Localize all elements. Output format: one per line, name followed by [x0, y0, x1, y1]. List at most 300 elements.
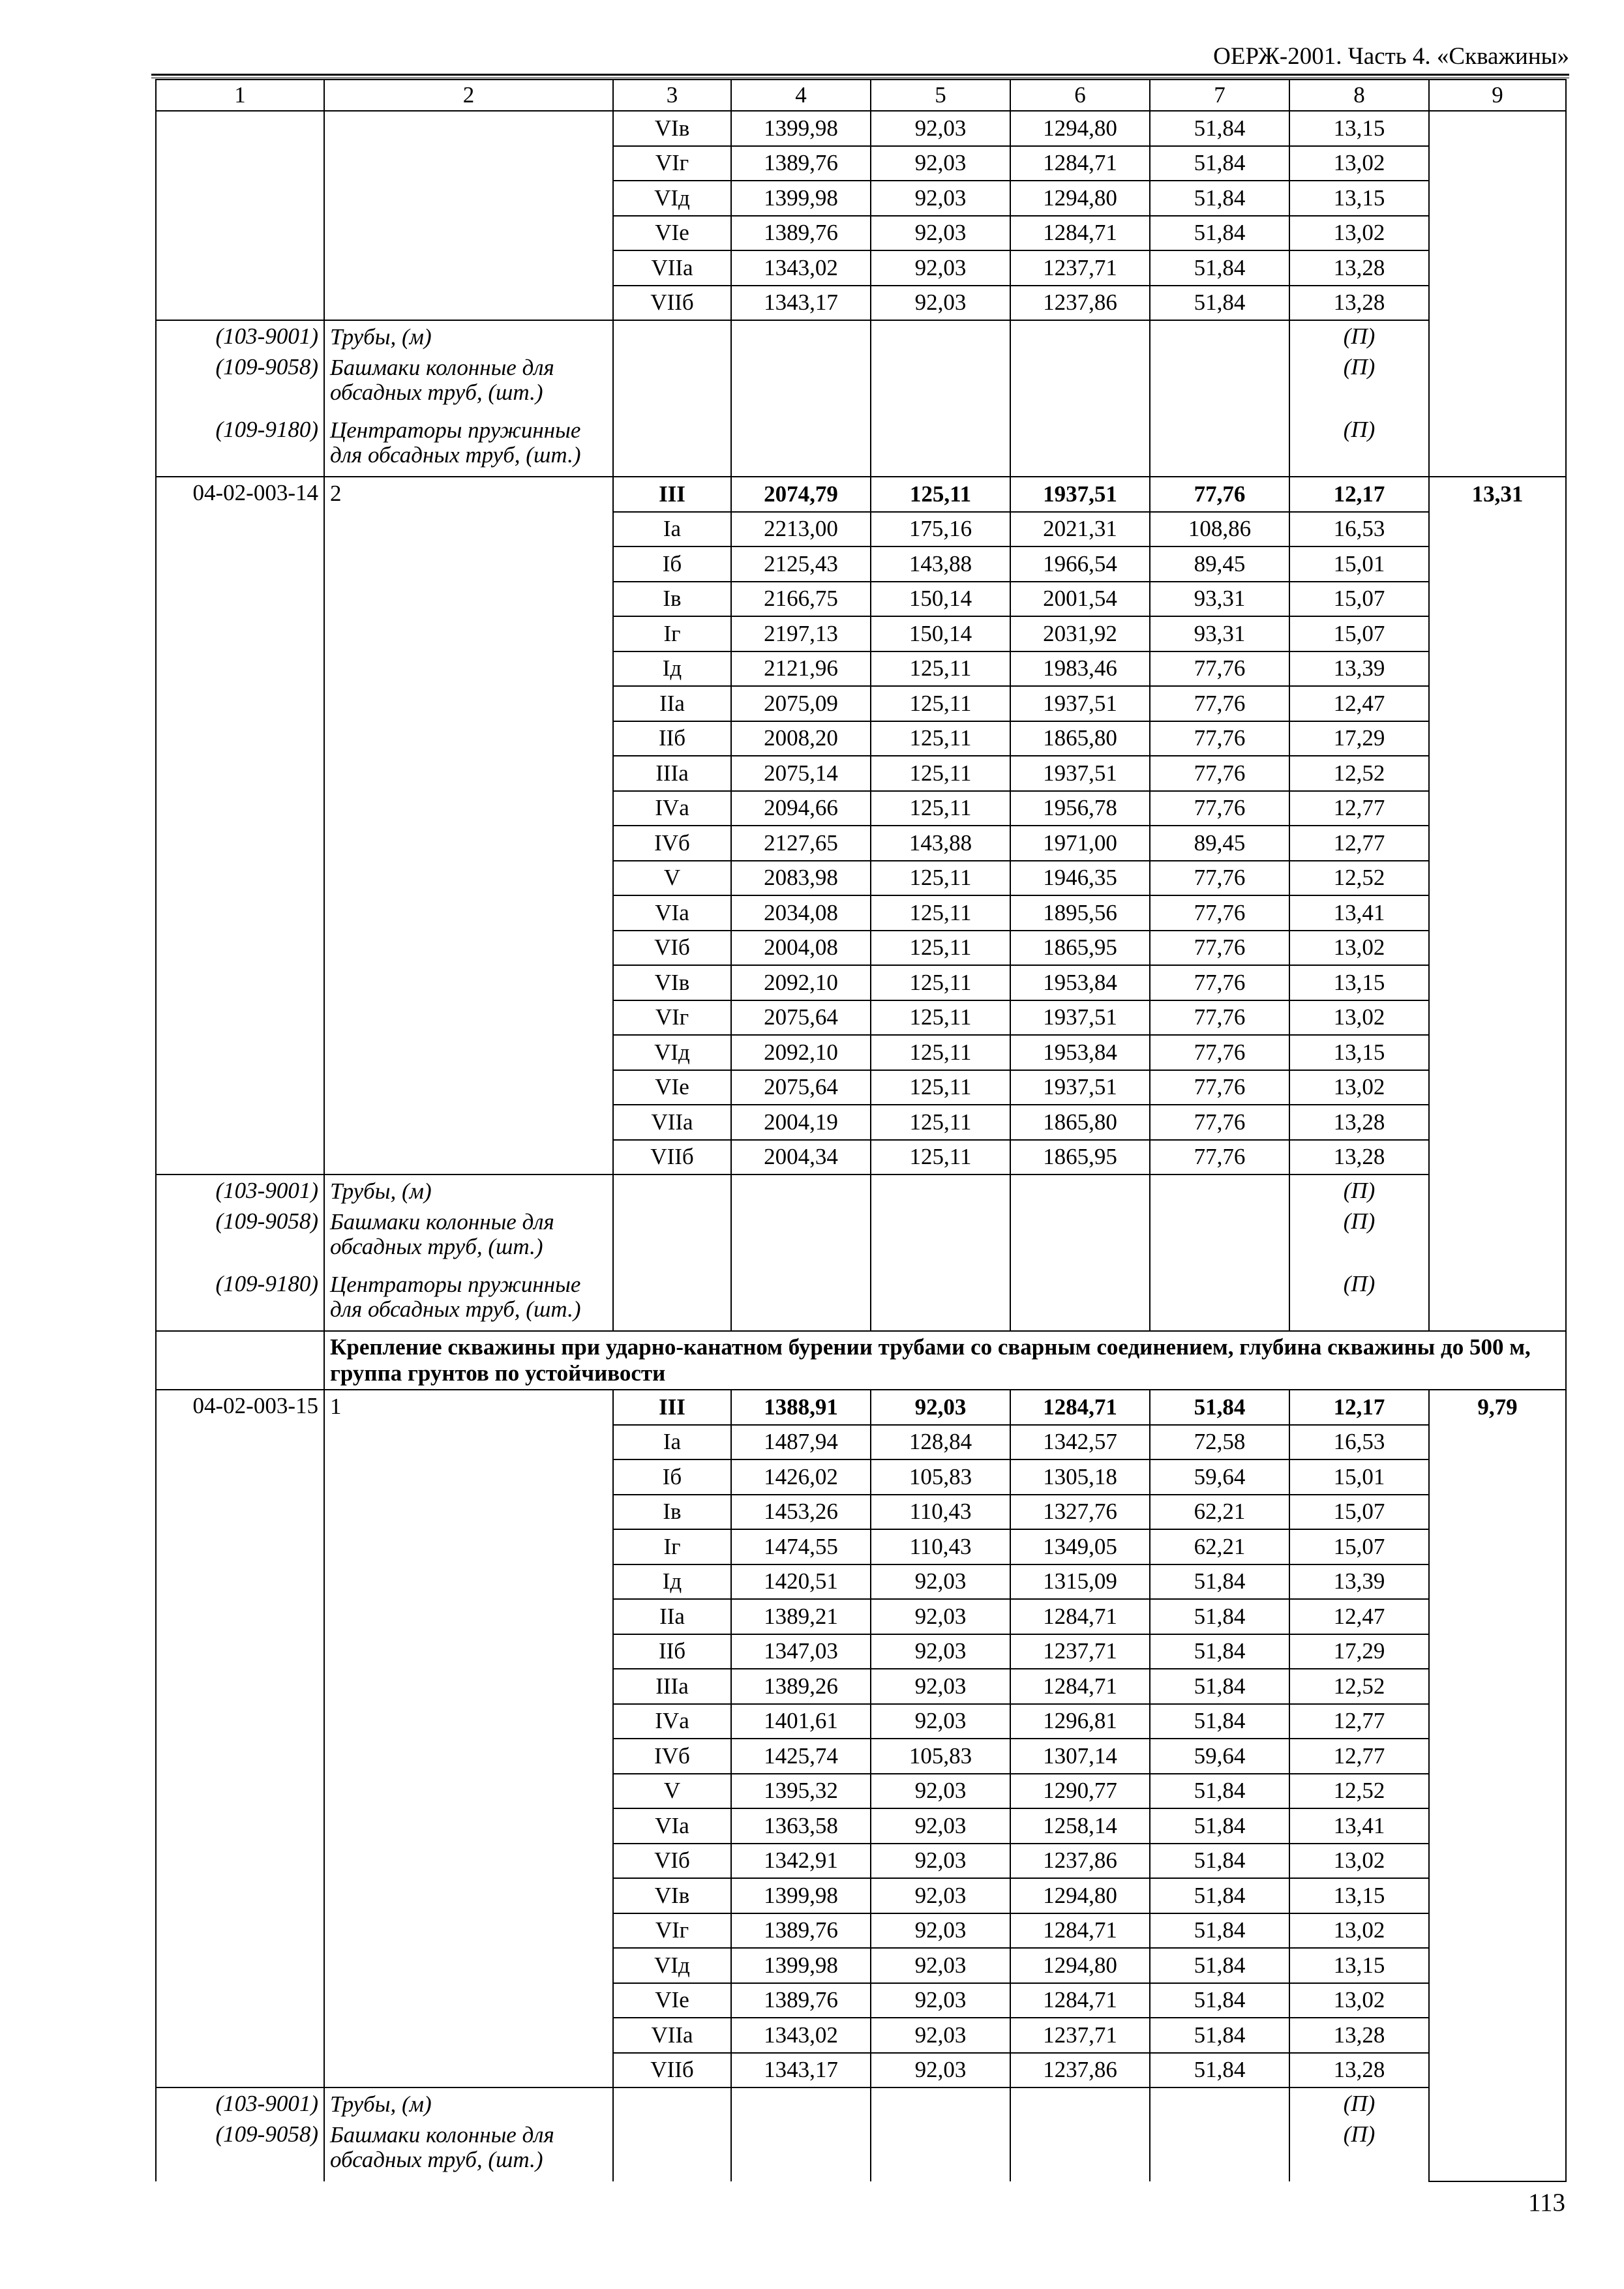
rate-cell: 13,15: [1289, 1878, 1429, 1913]
rate-cell: 13,39: [1289, 651, 1429, 687]
rate-cell: 105,83: [871, 1459, 1010, 1495]
rate-cell: 12,52: [1289, 1774, 1429, 1809]
empty-cell: [1010, 1174, 1150, 1206]
rate-cell: 13,02: [1289, 146, 1429, 181]
section-title-row: [156, 1331, 1566, 1390]
rate-cell: 51,84: [1150, 1704, 1289, 1739]
rate-cell: VIг: [613, 1913, 731, 1949]
rate-cell: 12,47: [1289, 1599, 1429, 1634]
rate-cell: 1296,81: [1010, 1704, 1150, 1739]
rate-cell: 150,14: [871, 582, 1010, 617]
rate-cell: 1389,76: [731, 146, 871, 181]
rate-cell: IVб: [613, 1739, 731, 1774]
rate-cell: 1389,76: [731, 1913, 871, 1949]
soil-group: 2: [324, 477, 613, 1174]
rate-cell: 13,15: [1289, 111, 1429, 146]
empty-cell: [1150, 1268, 1289, 1331]
rate-cell: 1865,80: [1010, 1105, 1150, 1140]
resource-code: (109-9180): [156, 414, 324, 477]
resource-name: Трубы, (м): [324, 320, 613, 352]
rate-cell: 1937,51: [1010, 756, 1150, 791]
rate-cell: 77,76: [1150, 1070, 1289, 1105]
rate-cell: 13,15: [1289, 1035, 1429, 1070]
column-number: 6: [1010, 80, 1150, 111]
empty-cell: [731, 414, 871, 477]
rate-cell: 51,84: [1150, 1878, 1289, 1913]
rate-cell: 13,41: [1289, 895, 1429, 931]
rate-cell: VIд: [613, 181, 731, 216]
rate-cell: 1305,18: [1010, 1459, 1150, 1495]
rate-row: [156, 111, 1566, 146]
rate-cell: 13,15: [1289, 1948, 1429, 1983]
rate-code: 04-02-003-15: [156, 1390, 324, 2087]
header-rule: [151, 74, 1569, 78]
rate-cell: VIв: [613, 111, 731, 146]
resource-mark: (П): [1289, 2087, 1429, 2119]
column-number: 2: [324, 80, 613, 111]
rate-cell: 1389,21: [731, 1599, 871, 1634]
rate-cell: 1307,14: [1010, 1739, 1150, 1774]
column-number: 3: [613, 80, 731, 111]
empty-cell: [1010, 414, 1150, 477]
rate-cell: 110,43: [871, 1495, 1010, 1530]
resource-row: [156, 320, 1566, 352]
rate-cell: VIа: [613, 895, 731, 931]
empty-cell: [613, 2087, 731, 2119]
resource-name: Башмаки колонные для обсадных труб, (шт.): [324, 1206, 613, 1268]
rate-cell: 51,84: [1150, 1948, 1289, 1983]
resource-row: [156, 1174, 1566, 1206]
rate-cell: 51,84: [1150, 1634, 1289, 1669]
rate-cell: III: [613, 1390, 731, 1425]
rate-cell: 13,28: [1289, 250, 1429, 286]
rate-cell: 51,84: [1150, 146, 1289, 181]
rate-cell: 1343,17: [731, 2053, 871, 2088]
rate-cell: 1284,71: [1010, 216, 1150, 251]
rate-cell: 1237,86: [1010, 286, 1150, 321]
rate-cell: 77,76: [1150, 756, 1289, 791]
resource-mark: (П): [1289, 1268, 1429, 1331]
rate-cell: 51,84: [1150, 181, 1289, 216]
resource-code: (103-9001): [156, 2087, 324, 2119]
rate-cell: IVа: [613, 1704, 731, 1739]
resource-row: [156, 414, 1566, 477]
rate-cell: 13,39: [1289, 1564, 1429, 1600]
rate-cell: Iб: [613, 1459, 731, 1495]
rate-cell: 1865,95: [1010, 931, 1150, 966]
rate-cell: 13,02: [1289, 931, 1429, 966]
rate-cell: Iв: [613, 1495, 731, 1530]
rate-cell: 51,84: [1150, 2018, 1289, 2053]
rate-cell: 1284,71: [1010, 1669, 1150, 1704]
rate-cell: 77,76: [1150, 686, 1289, 721]
rate-cell: 125,11: [871, 895, 1010, 931]
rate-cell: 128,84: [871, 1425, 1010, 1460]
rate-cell: IVб: [613, 826, 731, 861]
rate-cell: 1399,98: [731, 181, 871, 216]
empty-cell: [871, 1174, 1010, 1206]
rate-cell: 13,15: [1289, 181, 1429, 216]
rate-cell: Iв: [613, 582, 731, 617]
rate-cell: 125,11: [871, 1035, 1010, 1070]
rate-cell: 175,16: [871, 512, 1010, 547]
empty-cell: [731, 1268, 871, 1331]
rate-cell: 1327,76: [1010, 1495, 1150, 1530]
rate-cell: 13,41: [1289, 1808, 1429, 1844]
resource-row: [156, 1268, 1566, 1331]
rate-cell: 1284,71: [1010, 1983, 1150, 2018]
rate-cell: 1953,84: [1010, 965, 1150, 1000]
rate-cell: 2075,64: [731, 1070, 871, 1105]
resource-name: Трубы, (м): [324, 1174, 613, 1206]
column-number: 7: [1150, 80, 1289, 111]
rate-cell: VIб: [613, 1844, 731, 1879]
rate-cell: 2004,08: [731, 931, 871, 966]
rate-cell: 2125,43: [731, 546, 871, 582]
empty-cell: [731, 2087, 871, 2119]
rate-cell: 12,52: [1289, 1669, 1429, 1704]
rate-cell: 92,03: [871, 2018, 1010, 2053]
rate-cell: 92,03: [871, 250, 1010, 286]
empty-cell: [1429, 111, 1566, 477]
rate-cell: 77,76: [1150, 965, 1289, 1000]
rate-cell: 1426,02: [731, 1459, 871, 1495]
rate-cell: Iг: [613, 616, 731, 651]
rate-cell: 12,47: [1289, 686, 1429, 721]
empty-cell: [613, 414, 731, 477]
empty-cell: [613, 320, 731, 352]
resource-name: Центраторы пружинные для обсадных труб, (шт.): [324, 414, 613, 477]
column-number: 8: [1289, 80, 1429, 111]
rate-cell: 125,11: [871, 861, 1010, 896]
rate-cell: VIг: [613, 1000, 731, 1036]
empty-cell: [1150, 320, 1289, 352]
empty-cell: [1150, 1206, 1289, 1268]
empty-cell: [613, 2119, 731, 2181]
rate-cell: 92,03: [871, 146, 1010, 181]
resource-code: (109-9180): [156, 1268, 324, 1331]
empty-cell: [731, 2119, 871, 2181]
rate-cell: 1895,56: [1010, 895, 1150, 931]
rate-cell: 1395,32: [731, 1774, 871, 1809]
rate-cell: VIIа: [613, 2018, 731, 2053]
resource-mark: (П): [1289, 1206, 1429, 1268]
rate-cell: 2001,54: [1010, 582, 1150, 617]
resource-mark: (П): [1289, 2119, 1429, 2181]
rate-cell: 13,28: [1289, 2053, 1429, 2088]
rate-cell: 2075,64: [731, 1000, 871, 1036]
rate-cell: 1389,76: [731, 216, 871, 251]
resource-name: Трубы, (м): [324, 2087, 613, 2119]
empty-cell: [156, 1331, 324, 1390]
resource-row: [156, 1206, 1566, 1268]
empty-cell: [324, 111, 613, 320]
rate-cell: 92,03: [871, 1599, 1010, 1634]
rate-cell: 1349,05: [1010, 1529, 1150, 1564]
rate-cell: 16,53: [1289, 1425, 1429, 1460]
rate-cell: 12,77: [1289, 1704, 1429, 1739]
rate-cell: 13,02: [1289, 1983, 1429, 2018]
rate-cell: 62,21: [1150, 1495, 1289, 1530]
rate-cell: 2197,13: [731, 616, 871, 651]
rate-cell: 1937,51: [1010, 1000, 1150, 1036]
rate-cell: 77,76: [1150, 721, 1289, 756]
rate-cell: VIв: [613, 965, 731, 1000]
empty-cell: [871, 2119, 1010, 2181]
rate-cell: VIе: [613, 216, 731, 251]
rate-cell: 15,01: [1289, 546, 1429, 582]
rate-cell: 125,11: [871, 791, 1010, 826]
empty-cell: [1150, 352, 1289, 414]
resource-name: Башмаки колонные для обсадных труб, (шт.): [324, 352, 613, 414]
rate-cell: 1343,02: [731, 250, 871, 286]
rate-cell: 1937,51: [1010, 1070, 1150, 1105]
rate-cell: VIг: [613, 146, 731, 181]
rate-cell: 2034,08: [731, 895, 871, 931]
rate-cell: 125,11: [871, 931, 1010, 966]
resource-name: Башмаки колонные для обсадных труб, (шт.): [324, 2119, 613, 2181]
rate-cell: 1388,91: [731, 1390, 871, 1425]
rate-cell: 51,84: [1150, 1669, 1289, 1704]
resource-code: (103-9001): [156, 320, 324, 352]
empty-cell: [1010, 2119, 1150, 2181]
empty-cell: [1010, 320, 1150, 352]
rate-cell: 13,02: [1289, 1070, 1429, 1105]
empty-cell: [731, 320, 871, 352]
rate-cell: 16,53: [1289, 512, 1429, 547]
rate-cell: 51,84: [1150, 286, 1289, 321]
rate-cell: VIа: [613, 1808, 731, 1844]
rate-col9: 13,31: [1429, 477, 1566, 1331]
rate-cell: 1343,02: [731, 2018, 871, 2053]
rate-cell: 1956,78: [1010, 791, 1150, 826]
resource-code: (109-9058): [156, 1206, 324, 1268]
rate-cell: 125,11: [871, 721, 1010, 756]
rate-cell: 59,64: [1150, 1739, 1289, 1774]
rate-cell: 2075,09: [731, 686, 871, 721]
rate-cell: IIа: [613, 1599, 731, 1634]
rate-cell: 1474,55: [731, 1529, 871, 1564]
rate-cell: 93,31: [1150, 582, 1289, 617]
rate-cell: 92,03: [871, 1669, 1010, 1704]
rate-cell: 125,11: [871, 477, 1010, 512]
resource-mark: (П): [1289, 320, 1429, 352]
rate-cell: 1237,71: [1010, 2018, 1150, 2053]
resource-row: [156, 352, 1566, 414]
column-number: 1: [156, 80, 324, 111]
empty-cell: [1150, 414, 1289, 477]
rate-cell: 17,29: [1289, 1634, 1429, 1669]
rate-cell: IIIа: [613, 756, 731, 791]
empty-cell: [1010, 1268, 1150, 1331]
rate-cell: 15,07: [1289, 1495, 1429, 1530]
rate-cell: VIIа: [613, 1105, 731, 1140]
rate-cell: 125,11: [871, 965, 1010, 1000]
rate-cell: 2094,66: [731, 791, 871, 826]
rate-cell: 92,03: [871, 1808, 1010, 1844]
rate-cell: 1284,71: [1010, 1599, 1150, 1634]
rate-cell: 77,76: [1150, 1140, 1289, 1175]
empty-cell: [871, 320, 1010, 352]
rate-cell: 1347,03: [731, 1634, 871, 1669]
rate-cell: 51,84: [1150, 111, 1289, 146]
empty-cell: [731, 1174, 871, 1206]
rate-cell: 92,03: [871, 2053, 1010, 2088]
empty-cell: [731, 352, 871, 414]
rate-cell: 1983,46: [1010, 651, 1150, 687]
rate-cell: 1294,80: [1010, 1948, 1150, 1983]
rate-cell: 12,77: [1289, 791, 1429, 826]
rate-cell: 92,03: [871, 1564, 1010, 1600]
rate-col9: 9,79: [1429, 1390, 1566, 2181]
rate-cell: 1937,51: [1010, 477, 1150, 512]
rate-cell: 1290,77: [1010, 1774, 1150, 1809]
rate-cell: 1399,98: [731, 1948, 871, 1983]
rate-cell: 2004,34: [731, 1140, 871, 1175]
rate-cell: 105,83: [871, 1739, 1010, 1774]
empty-cell: [871, 2087, 1010, 2119]
rate-cell: 59,64: [1150, 1459, 1289, 1495]
empty-cell: [613, 1174, 731, 1206]
rate-cell: VIб: [613, 931, 731, 966]
empty-cell: [613, 1268, 731, 1331]
rate-cell: 77,76: [1150, 1000, 1289, 1036]
rate-cell: 51,84: [1150, 1599, 1289, 1634]
rate-cell: 1343,17: [731, 286, 871, 321]
rate-cell: 125,11: [871, 651, 1010, 687]
rate-cell: 13,15: [1289, 965, 1429, 1000]
rate-cell: 12,17: [1289, 477, 1429, 512]
rate-cell: 13,28: [1289, 1140, 1429, 1175]
rate-cell: 1315,09: [1010, 1564, 1150, 1600]
resource-code: (109-9058): [156, 2119, 324, 2181]
rate-cell: IVа: [613, 791, 731, 826]
resource-row: [156, 2119, 1566, 2181]
rate-cell: Iб: [613, 546, 731, 582]
rate-cell: 17,29: [1289, 721, 1429, 756]
resource-mark: (П): [1289, 414, 1429, 477]
rate-cell: 125,11: [871, 1000, 1010, 1036]
rate-cell: VIе: [613, 1983, 731, 2018]
rate-cell: 1258,14: [1010, 1808, 1150, 1844]
rate-cell: 92,03: [871, 1844, 1010, 1879]
rate-cell: IIб: [613, 1634, 731, 1669]
rate-cell: 2031,92: [1010, 616, 1150, 651]
resource-code: (103-9001): [156, 1174, 324, 1206]
rate-cell: 1937,51: [1010, 686, 1150, 721]
rate-main-row: [156, 477, 1566, 512]
rate-cell: Iд: [613, 1564, 731, 1600]
rate-cell: 13,02: [1289, 1913, 1429, 1949]
rate-cell: IIа: [613, 686, 731, 721]
rate-cell: 1399,98: [731, 111, 871, 146]
empty-cell: [1150, 2119, 1289, 2181]
empty-cell: [156, 111, 324, 320]
rate-cell: 108,86: [1150, 512, 1289, 547]
rate-cell: 92,03: [871, 1704, 1010, 1739]
rate-cell: 2008,20: [731, 721, 871, 756]
column-number: 5: [871, 80, 1010, 111]
rate-cell: 125,11: [871, 756, 1010, 791]
rate-cell: 1399,98: [731, 1878, 871, 1913]
rate-cell: 2092,10: [731, 965, 871, 1000]
rate-cell: VIIб: [613, 286, 731, 321]
rate-cell: 2092,10: [731, 1035, 871, 1070]
rate-cell: 125,11: [871, 686, 1010, 721]
rate-code: 04-02-003-14: [156, 477, 324, 1174]
rate-cell: 12,77: [1289, 826, 1429, 861]
rate-cell: 1284,71: [1010, 146, 1150, 181]
rate-cell: VIе: [613, 1070, 731, 1105]
rate-cell: 1971,00: [1010, 826, 1150, 861]
rate-cell: IIIа: [613, 1669, 731, 1704]
rate-cell: 92,03: [871, 1774, 1010, 1809]
rate-cell: 2074,79: [731, 477, 871, 512]
rate-cell: 1237,86: [1010, 2053, 1150, 2088]
rate-cell: 1237,71: [1010, 250, 1150, 286]
empty-cell: [613, 352, 731, 414]
rate-cell: IIб: [613, 721, 731, 756]
rate-cell: 72,58: [1150, 1425, 1289, 1460]
rate-cell: 93,31: [1150, 616, 1289, 651]
rate-cell: 12,52: [1289, 756, 1429, 791]
rate-cell: 12,77: [1289, 1739, 1429, 1774]
rate-cell: 13,02: [1289, 1000, 1429, 1036]
rate-cell: 51,84: [1150, 1913, 1289, 1949]
rate-cell: 51,84: [1150, 250, 1289, 286]
rate-cell: 1420,51: [731, 1564, 871, 1600]
rate-cell: 92,03: [871, 1983, 1010, 2018]
rate-cell: 92,03: [871, 111, 1010, 146]
rate-cell: 92,03: [871, 216, 1010, 251]
rate-cell: 143,88: [871, 826, 1010, 861]
resource-mark: (П): [1289, 1174, 1429, 1206]
rate-cell: 1389,76: [731, 1983, 871, 2018]
rate-cell: 13,02: [1289, 216, 1429, 251]
rate-cell: 1401,61: [731, 1704, 871, 1739]
rate-cell: 77,76: [1150, 1035, 1289, 1070]
rate-cell: 1487,94: [731, 1425, 871, 1460]
rates-table-body: [156, 80, 1566, 2181]
column-number-row: [156, 80, 1566, 111]
rate-cell: 1865,80: [1010, 721, 1150, 756]
rate-cell: 12,17: [1289, 1390, 1429, 1425]
column-number: 4: [731, 80, 871, 111]
rate-cell: 92,03: [871, 181, 1010, 216]
rate-cell: 77,76: [1150, 477, 1289, 512]
rate-cell: 92,03: [871, 1913, 1010, 1949]
rate-cell: 51,84: [1150, 1564, 1289, 1600]
rate-cell: Iд: [613, 651, 731, 687]
rate-cell: 77,76: [1150, 1105, 1289, 1140]
rate-cell: 2121,96: [731, 651, 871, 687]
rate-cell: 2213,00: [731, 512, 871, 547]
rate-cell: 89,45: [1150, 546, 1289, 582]
rate-cell: 1237,71: [1010, 1634, 1150, 1669]
rate-cell: 1294,80: [1010, 1878, 1150, 1913]
rate-cell: 15,07: [1289, 582, 1429, 617]
rate-cell: VIд: [613, 1035, 731, 1070]
empty-cell: [613, 1206, 731, 1268]
rate-cell: 2166,75: [731, 582, 871, 617]
section-title: Крепление скважины при ударно-канатном бурении трубами со сварным соединением, глубина скважины до 500 м, группа грунтов по устойчивости: [324, 1331, 1566, 1390]
resource-row: [156, 2087, 1566, 2119]
rate-cell: 1389,26: [731, 1669, 871, 1704]
resource-name: Центраторы пружинные для обсадных труб, (шт.): [324, 1268, 613, 1331]
rate-cell: 51,84: [1150, 1774, 1289, 1809]
rate-cell: 150,14: [871, 616, 1010, 651]
rate-cell: VIIа: [613, 250, 731, 286]
